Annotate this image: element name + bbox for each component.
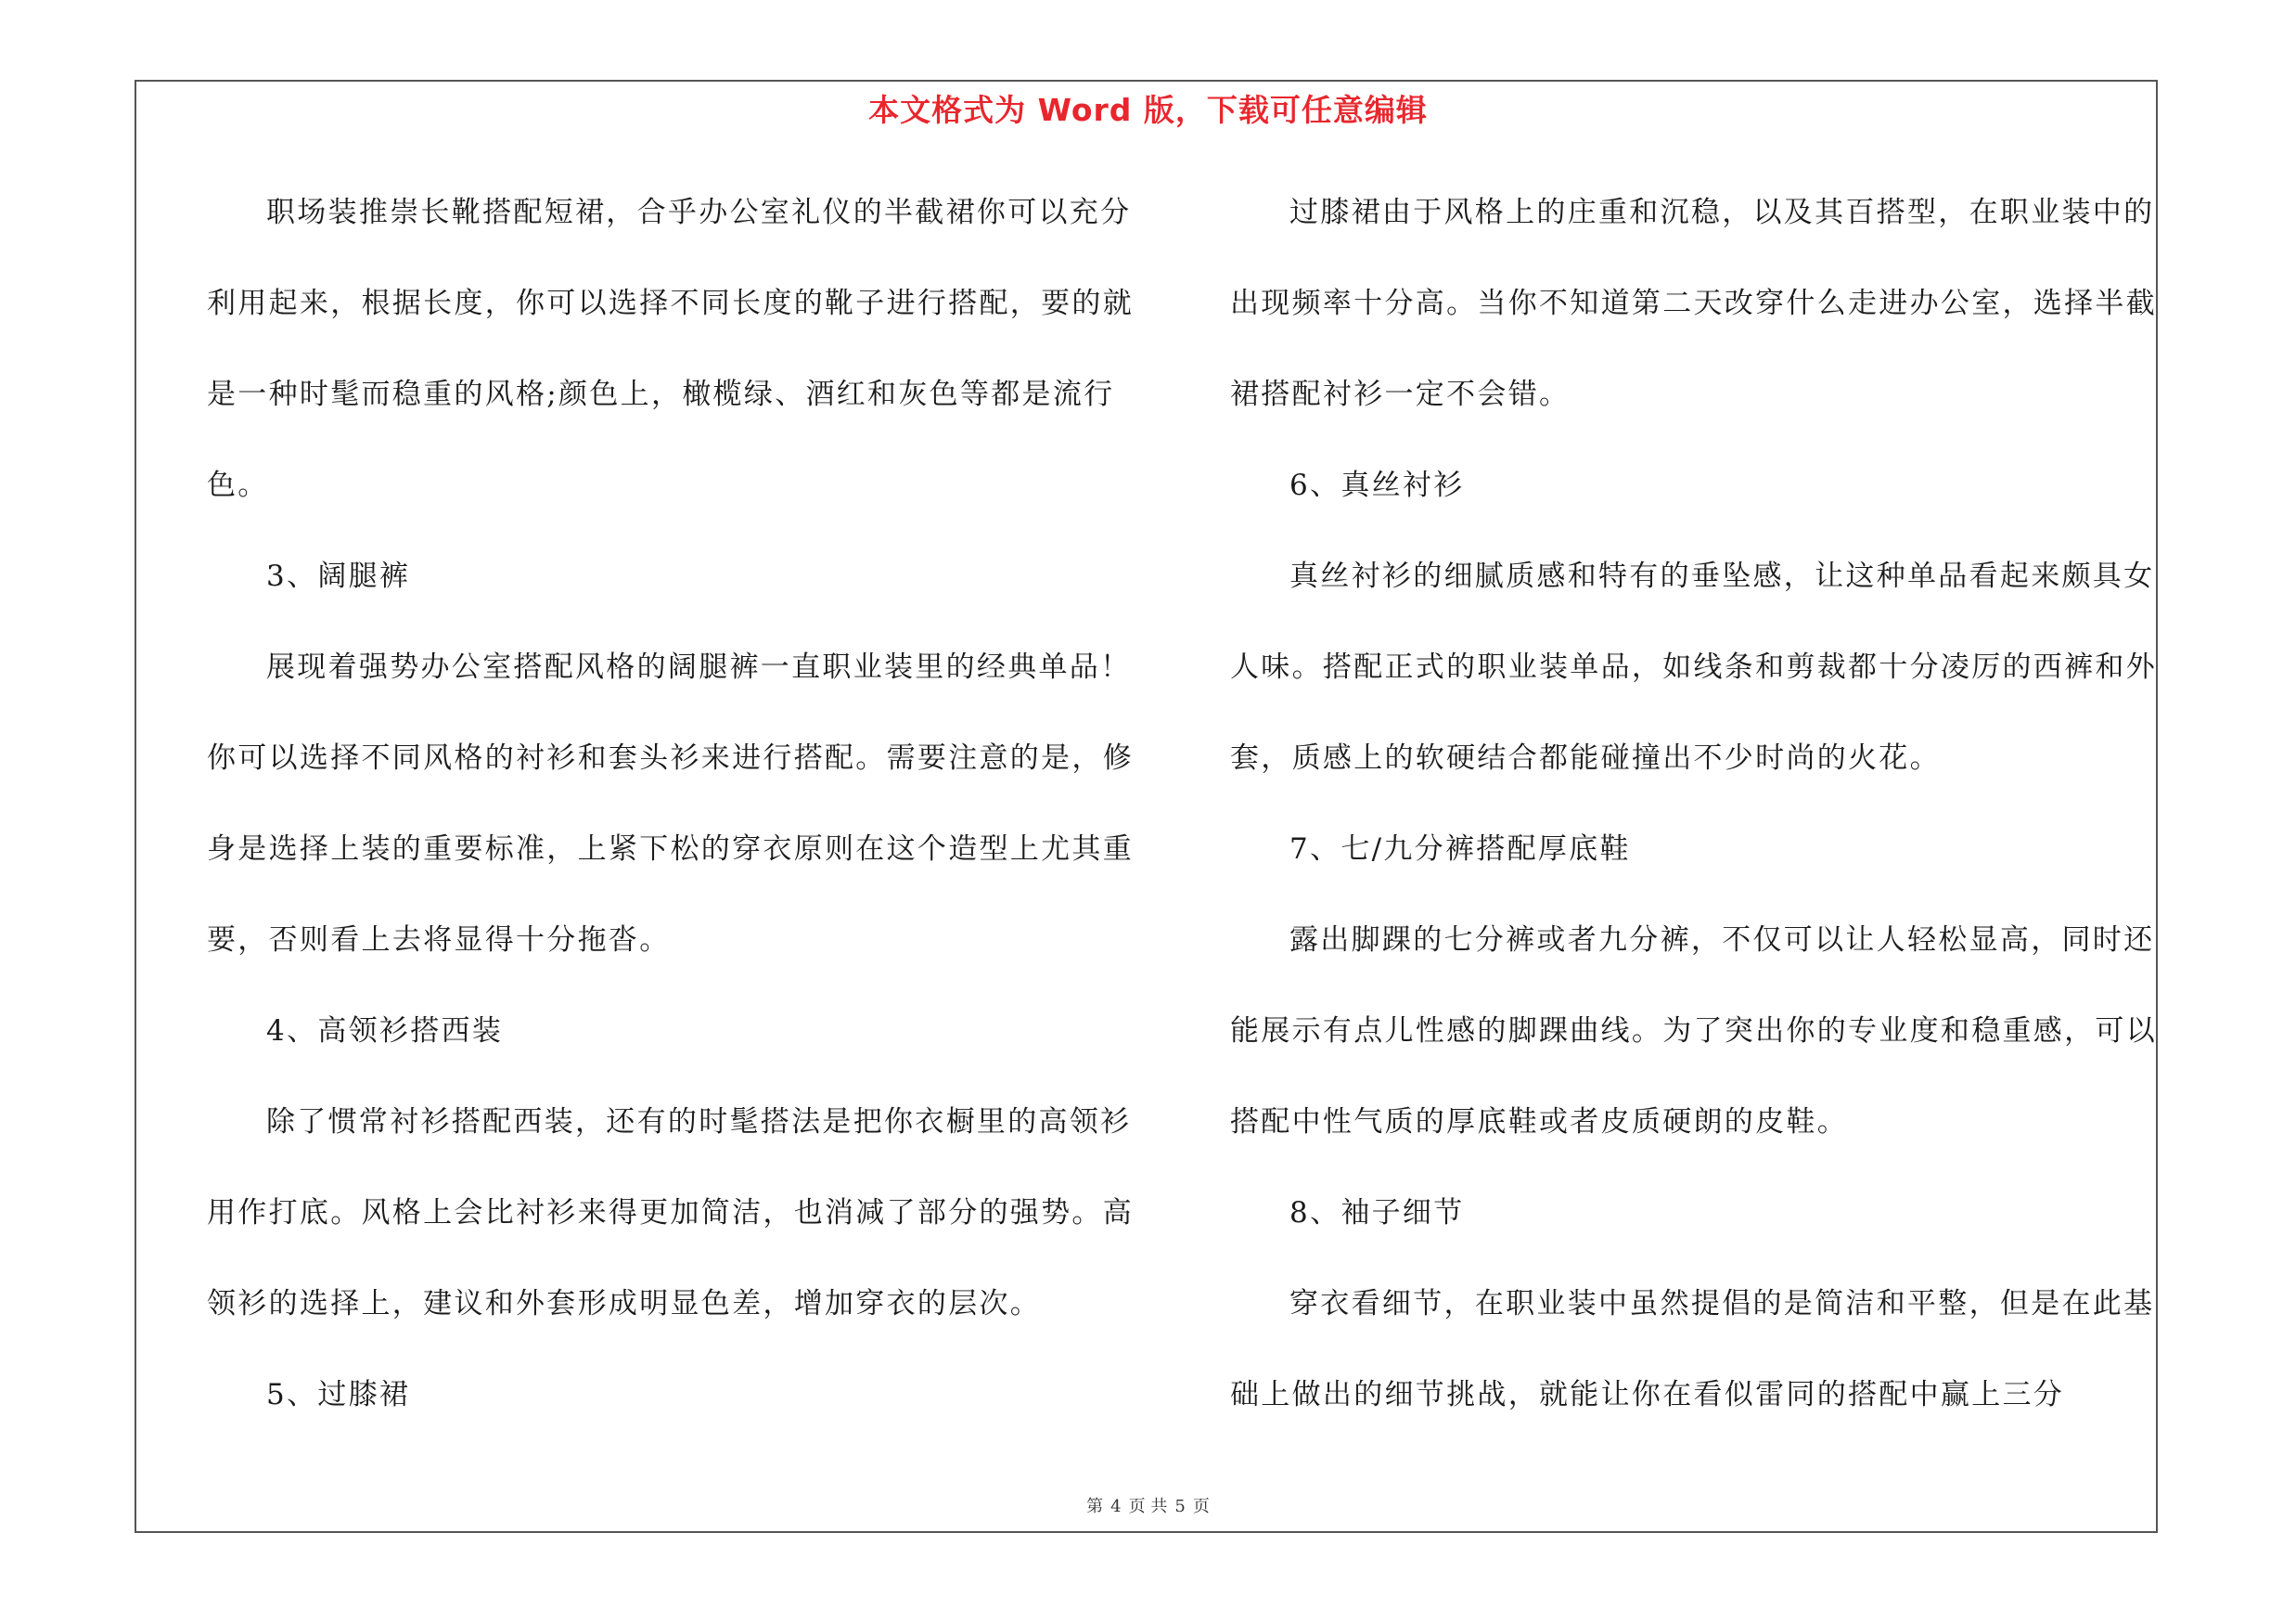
paragraph-line: 职场装推崇长靴搭配短裙，合乎办公室礼仪的半截裙你可以充分 bbox=[266, 196, 1132, 229]
paragraph-line: 真丝衬衫的细腻质感和特有的垂坠感，让这种单品看起来颇具女 bbox=[1289, 560, 2155, 593]
right-column bbox=[1230, 184, 2157, 1457]
paragraph-line: 利用起来，根据长度，你可以选择不同长度的靴子进行搭配，要的就 bbox=[207, 287, 1134, 320]
total-page-count: 5 bbox=[1174, 1497, 1186, 1516]
paragraph-line: 色。 bbox=[207, 469, 269, 502]
word-format-banner: 本文格式为 Word 版，下载可任意编辑 bbox=[868, 92, 1428, 128]
footer-prefix: 第 bbox=[1086, 1497, 1104, 1516]
paragraph-line: 出现频率十分高。当你不知道第二天改穿什么走进办公室，选择半截 bbox=[1230, 287, 2157, 320]
paragraph-line: 展现着强势办公室搭配风格的阔腿裤一直职业装里的经典单品！ bbox=[266, 650, 1132, 684]
paragraph-line: 过膝裙由于风格上的庄重和沉稳，以及其百搭型，在职业装中的 bbox=[1289, 196, 2155, 229]
section-heading: 6、真丝衬衫 bbox=[1289, 469, 1465, 502]
section-heading: 8、袖子细节 bbox=[1289, 1196, 1465, 1230]
paragraph-line: 身是选择上装的重要标准，上紧下松的穿衣原则在这个造型上尤其重 bbox=[207, 832, 1134, 866]
paragraph-line: 领衫的选择上，建议和外套形成明显色差，增加穿衣的层次。 bbox=[207, 1287, 1042, 1320]
paragraph-line: 人味。搭配正式的职业装单品，如线条和剪裁都十分凌厉的西裤和外 bbox=[1230, 650, 2157, 684]
footer-mid: 页 共 bbox=[1128, 1497, 1168, 1516]
paragraph-line: 你可以选择不同风格的衬衫和套头衫来进行搭配。需要注意的是，修 bbox=[207, 741, 1134, 775]
paragraph-line: 套，质感上的软硬结合都能碰撞出不少时尚的火花。 bbox=[1230, 741, 1941, 775]
section-heading: 5、过膝裙 bbox=[266, 1378, 411, 1411]
paragraph-line: 是一种时髦而稳重的风格;颜色上，橄榄绿、酒红和灰色等都是流行 bbox=[207, 378, 1115, 411]
paragraph-line: 搭配中性气质的厚底鞋或者皮质硬朗的皮鞋。 bbox=[1230, 1105, 1848, 1139]
page-number-footer bbox=[0, 1494, 2296, 1520]
section-heading: 3、阔腿裤 bbox=[266, 560, 411, 593]
section-heading: 4、高领衫搭西装 bbox=[266, 1014, 504, 1048]
paragraph-line: 用作打底。风格上会比衬衫来得更加简洁，也消减了部分的强势。高 bbox=[207, 1196, 1134, 1230]
paragraph-line: 要，否则看上去将显得十分拖沓。 bbox=[207, 923, 671, 957]
paragraph-line: 除了惯常衬衫搭配西装，还有的时髦搭法是把你衣橱里的高领衫 bbox=[266, 1105, 1132, 1139]
paragraph-line: 裙搭配衬衫一定不会错。 bbox=[1230, 378, 1571, 411]
section-heading: 7、七/九分裤搭配厚底鞋 bbox=[1289, 832, 1631, 866]
current-page-number: 4 bbox=[1110, 1497, 1122, 1516]
paragraph-line: 能展示有点儿性感的脚踝曲线。为了突出你的专业度和稳重感，可以 bbox=[1230, 1014, 2157, 1048]
footer-suffix: 页 bbox=[1192, 1497, 1210, 1516]
paragraph-line: 础上做出的细节挑战，就能让你在看似雷同的搭配中赢上三分 bbox=[1230, 1378, 2065, 1411]
paragraph-line: 穿衣看细节，在职业装中虽然提倡的是简洁和平整，但是在此基 bbox=[1289, 1287, 2155, 1320]
left-column bbox=[207, 184, 1134, 1457]
paragraph-line: 露出脚踝的七分裤或者九分裤，不仅可以让人轻松显高，同时还 bbox=[1289, 923, 2155, 957]
